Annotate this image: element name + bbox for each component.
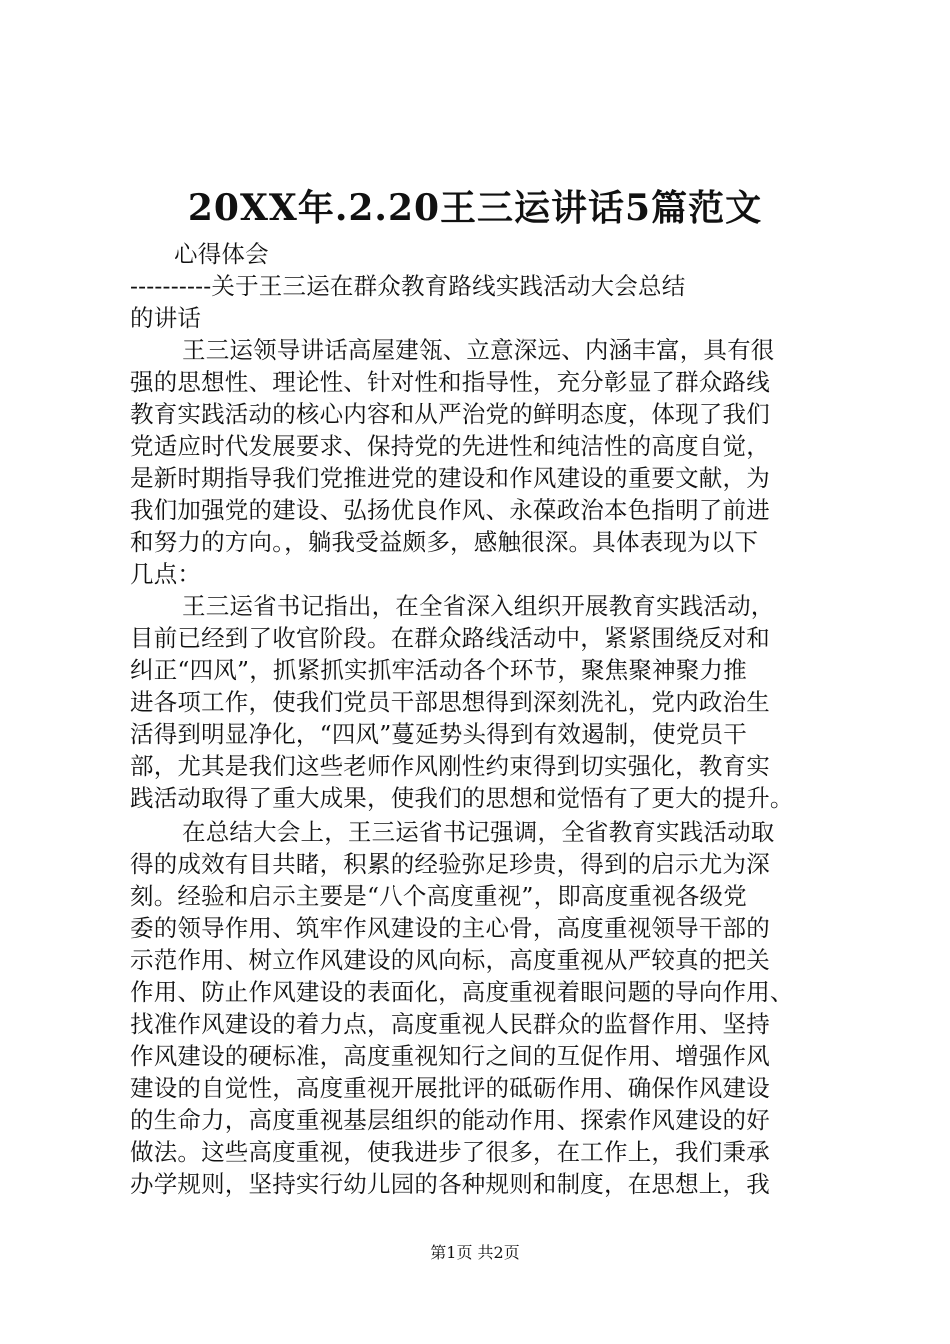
text-line: 部，尤其是我们这些老师作风刚性约束得到切实强化，教育实 (130, 752, 770, 780)
text-line: 示范作用、树立作风建设的风向标，高度重视从严较真的把关 (130, 946, 770, 974)
text-line: 的生命力，高度重视基层组织的能动作用、探索作风建设的好 (130, 1106, 770, 1134)
text-line: 心得体会 (174, 240, 269, 268)
document-title: 20XX年.2.20王三运讲话5篇范文 (187, 187, 763, 229)
text-line: 我们加强党的建设、弘扬优良作风、永葆政治本色指明了前进 (130, 496, 770, 524)
text-line: 党适应时代发展要求、保持党的先进性和纯洁性的高度自觉， (130, 432, 770, 460)
text-line: 办学规则，坚持实行幼儿园的各种规则和制度，在思想上，我 (130, 1170, 770, 1198)
text-line: 的讲话 (130, 304, 202, 332)
text-line: 得的成效有目共睹，积累的经验弥足珍贵，得到的启示尤为深 (130, 850, 770, 878)
text-line: 践活动取得了重大成果，使我们的思想和觉悟有了更大的提升。 (130, 784, 794, 812)
text-line: 几点： (130, 560, 202, 588)
text-line: 和努力的方向。，躺我受益颇多，感触很深。具体表现为以下 (130, 528, 759, 556)
text-line: 王三运省书记指出，在全省深入组织开展教育实践活动， (182, 592, 775, 620)
text-line: 王三运领导讲话高屋建瓴、立意深远、内涵丰富，具有很 (182, 336, 775, 364)
text-line: 在总结大会上，王三运省书记强调，全省教育实践活动取 (182, 818, 775, 846)
text-line: 建设的自觉性，高度重视开展批评的砥砺作用、确保作风建设 (130, 1074, 770, 1102)
text-line: 教育实践活动的核心内容和从严治党的鲜明态度，体现了我们 (130, 400, 770, 428)
text-line: 纠正“四风”，抓紧抓实抓牢活动各个环节，聚焦聚神聚力推 (130, 656, 747, 684)
text-line: 强的思想性、理论性、针对性和指导性，充分彰显了群众路线 (130, 368, 770, 396)
text-line: 作用、防止作风建设的表面化，高度重视着眼问题的导向作用、 (130, 978, 794, 1006)
text-line: 是新时期指导我们党推进党的建设和作风建设的重要文献，为 (130, 464, 770, 492)
text-line: 委的领导作用、筑牢作风建设的主心骨，高度重视领导干部的 (130, 914, 770, 942)
text-line: ----------关于王三运在群众教育路线实践活动大会总结 (130, 272, 686, 300)
text-line: 进各项工作，使我们党员干部思想得到深刻洗礼，党内政治生 (130, 688, 770, 716)
text-line: 刻。经验和启示主要是“八个高度重视”，即高度重视各级党 (130, 882, 747, 910)
page-footer: 第1页 共2页 (430, 1243, 520, 1262)
text-line: 作风建设的硬标准，高度重视知行之间的互促作用、增强作风 (130, 1042, 770, 1070)
text-line: 做法。这些高度重视，使我进步了很多，在工作上，我们秉承 (130, 1138, 770, 1166)
text-line: 目前已经到了收官阶段。在群众路线活动中，紧紧围绕反对和 (130, 624, 770, 652)
text-line: 活得到明显净化，“四风”蔓延势头得到有效遏制，使党员干 (130, 720, 747, 748)
text-line: 找准作风建设的着力点，高度重视人民群众的监督作用、坚持 (130, 1010, 770, 1038)
